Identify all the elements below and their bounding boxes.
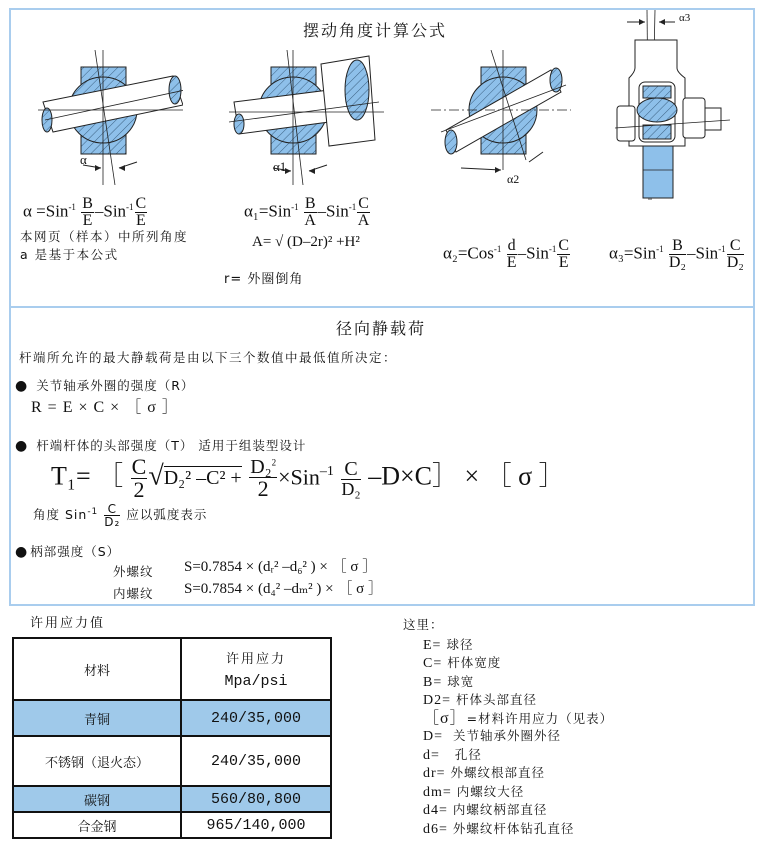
alpha-label: α [80,152,87,167]
formula-R: R = E × C × ［ σ ］ [31,399,179,416]
legend-item: d6= 外螺纹杆体钻孔直径 [423,820,575,837]
header-material: 材料 [13,638,181,700]
external-thread-label: 外螺纹 [113,564,154,579]
legend-item: d4= 内螺纹柄部直径 [423,802,548,818]
table-row [13,812,331,838]
formula-T: T₁= ［ $\frac{C}{2}$ √D₂² –C² + $\frac{D_2^2}{2}$ ×Sin$^{-1}$ $\frac{C}{\text{D₂}}$ –D×C］ × ［ σ ］ [51,454,565,502]
bearing-figure-2 [229,50,384,185]
bullet-shank-strength: ● 柄部强度（S） [15,544,121,560]
symbol-legend [403,616,613,838]
table-row [13,700,331,736]
material-cell: 不锈钢（退火态） [13,736,181,786]
formula-S-internal: S=0.7854 × (d₄² –dₘ² ) × ［ σ ］ [184,581,383,597]
angle-note: 本网页（样本）中所列角度 a 是基于本公式 [20,229,189,262]
swing-angle-panel [9,8,755,308]
radial-load-title: 径向静载荷 [336,319,427,338]
stress-value-cell: 965/140,000 [181,812,331,838]
legend-item: dr= 外螺纹根部直径 [423,765,546,781]
swing-angle-title: 摆动角度计算公式 [303,21,448,40]
bullet-outer-ring-strength: ● 关节轴承外圈的强度（R） [15,378,195,394]
radial-load-intro: 杆端所允许的最大静载荷是由以下三个数值中最低值所决定： [19,350,398,365]
formula-A: A= √ (D–2r)² +H² [252,234,360,250]
bullet-head-strength: ● 杆端杆体的头部强度（T） 适用于组装型设计 [15,438,307,454]
material-cell: 合金钢 [13,812,181,838]
stress-value-cell: 560/80,800 [181,786,331,812]
formula-alpha2: α₂=Cos$^{-1}$ $\frac{d}{E}$ –Sin$^{-1}$ $\frac{C}{E}$ [443,237,569,271]
alpha1-label: α1 [273,159,287,174]
table-header-row [13,638,331,700]
legend-item: C= 杆体宽度 [423,655,502,671]
stress-value-cell: 240/35,000 [181,700,331,736]
legend-item: dm= 内螺纹大径 [423,783,525,800]
header-stress: 许用应力 Mpa/psi [181,638,331,700]
stress-value-cell: 240/35,000 [181,736,331,786]
legend-item: d= 孔径 [423,746,482,763]
bullet-icon: ● [15,544,29,560]
bullet-icon: ● [15,438,29,454]
bearing-figure-1 [33,50,183,185]
table-row [13,736,331,786]
bearing-figure-3 [431,50,571,190]
alpha3-label: α3 [679,12,691,24]
formula-S-external: S=0.7854 × (dᵣ² –d₆² ) × ［ σ ］ [184,559,378,575]
radial-load-panel [9,306,755,606]
legend-title: 这里： [403,617,444,632]
formula-alpha3: α₃=Sin$^{-1}$ $\frac{B}{\text{D₂}}$ –Sin$^{-1}$ $\frac{C}{\text{D₂}}$ [609,237,744,271]
legend-item: E= 球径 [423,636,474,653]
rod-end-figure [615,10,735,200]
legend-item: D= 关节轴承外圈外径 [423,728,561,744]
angle-radian-note: 角度 Sin$^{-1}$ $\frac{C}{\text{D₂}}$ 应以弧度表示 [33,502,208,529]
legend-item: D2= 杆体头部直径 [423,692,538,708]
legend-item: B= 球宽 [423,673,475,690]
material-cell: 碳钢 [13,786,181,812]
table-row [13,786,331,812]
alpha2-label: α2 [507,172,520,186]
formula-alpha: α =Sin$^{-1}$ $\frac{B}{E}$ –Sin$^{-1}$ $\frac{C}{E}$ [23,195,147,229]
material-cell: 青铜 [13,700,181,736]
r-note: r= 外圈倒角 [224,272,304,287]
internal-thread-label: 内螺纹 [113,586,154,601]
bullet-icon: ● [15,378,29,394]
allowable-stress-table [12,637,332,839]
formula-alpha1: α₁=Sin$^{-1}$ $\frac{B}{A}$ –Sin$^{-1}$ $\frac{C}{A}$ [244,195,370,229]
legend-item: ［σ］=材料许用应力（见表） [423,709,614,727]
stress-table-caption: 许用应力值 [30,616,106,631]
